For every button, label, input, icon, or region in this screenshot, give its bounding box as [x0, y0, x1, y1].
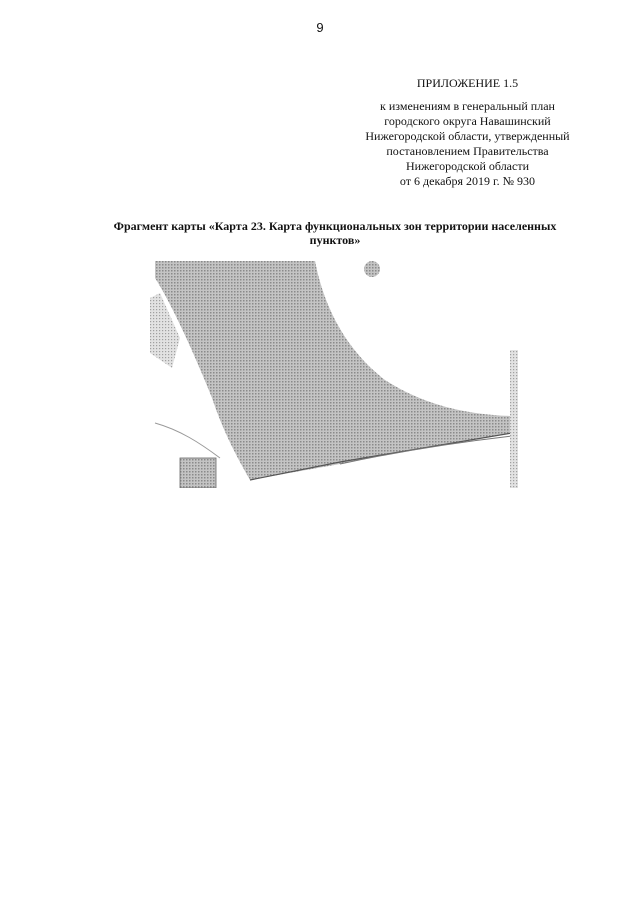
appendix-line: Нижегородской области, утвержденный	[365, 129, 570, 143]
appendix-line: городского округа Навашинский	[384, 114, 551, 128]
appendix-line: постановлением Правительства	[386, 144, 549, 158]
map-fragment	[150, 258, 520, 493]
functional-zone-small-circle	[364, 261, 380, 277]
building-block	[180, 458, 216, 488]
map-fragment-title: Фрагмент карты «Карта 23. Карта функциональных зон территории населенных пунктов»	[113, 219, 557, 247]
appendix-block	[345, 76, 590, 189]
page-number: 9	[316, 20, 324, 35]
appendix-line: от 6 декабря 2019 г. № 930	[399, 174, 536, 188]
appendix-line: к изменениям в генеральный план	[380, 99, 555, 113]
appendix-title: ПРИЛОЖЕНИЕ 1.5	[416, 76, 519, 90]
functional-zone-right-edge	[510, 350, 518, 488]
appendix-line: Нижегородской области	[405, 159, 529, 173]
functional-zones-map	[150, 258, 520, 488]
